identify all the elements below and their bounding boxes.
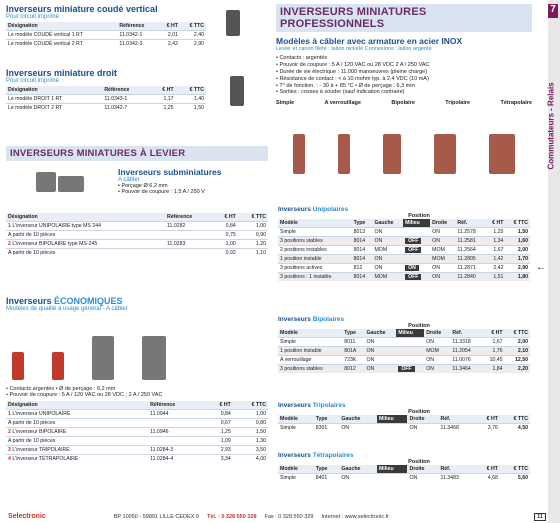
table-header: € TTC xyxy=(238,213,268,222)
table-header: Gauche xyxy=(339,465,377,474)
table-row xyxy=(278,246,530,255)
spec-line: • Pouvoir de coupure : 5 A / 120 VAC ou 28 VDC ; 2 A / 250 VAC xyxy=(6,392,163,398)
table-cell: 1,30 xyxy=(233,437,268,446)
table-cell: ON xyxy=(364,338,396,347)
table-row xyxy=(6,446,268,455)
table-cell: ON xyxy=(407,424,438,433)
table-cell: 0,75 xyxy=(213,231,238,240)
table-cell: 12,50 xyxy=(505,356,530,365)
address: BP 10050 - 59891 LILLE CEDEX 9 xyxy=(113,513,199,520)
table-cell: 8014 xyxy=(352,273,373,282)
table-header: Modèle xyxy=(278,465,314,474)
spec-line: • Pouvoir de coupure : 5 A / 120 VAC ou 28 VDC 2 A / 250 VAC xyxy=(276,61,430,68)
table-cell xyxy=(403,255,430,264)
chapter-number: 7 xyxy=(548,4,558,18)
table-cell: 8401 xyxy=(314,474,340,483)
table-cell: 723K xyxy=(342,356,364,365)
table-header: Réf. xyxy=(455,219,485,228)
table-cell: 8014 xyxy=(352,246,373,255)
phone: Tél. : 0 328 550 328 xyxy=(206,513,257,520)
table-header: Gauche xyxy=(339,415,377,424)
table-cell xyxy=(148,419,204,428)
switch-images xyxy=(276,108,532,174)
table-cell: 0,92 xyxy=(213,249,238,258)
price-table xyxy=(6,22,206,48)
table-row xyxy=(6,455,268,464)
table-header: Réf. xyxy=(438,415,475,424)
table-header: € HT xyxy=(475,415,500,424)
table-cell: 8014 xyxy=(352,237,373,246)
side-tab xyxy=(548,0,560,523)
chapter-title: Commutateurs - Relais xyxy=(546,82,556,170)
table-cell: 11.3318 xyxy=(450,338,481,347)
table-cell xyxy=(396,347,424,356)
table-cell: 2,00 xyxy=(505,246,530,255)
table-header: Type xyxy=(314,465,340,474)
table-header: Désignation xyxy=(6,22,117,31)
table-cell: 3 positions stables xyxy=(278,365,342,374)
table-header: Gauche xyxy=(372,219,403,228)
table-row xyxy=(278,424,530,433)
table-cell: 2,42 xyxy=(485,264,505,273)
table-cell: 3,76 xyxy=(475,424,500,433)
table-row xyxy=(6,410,268,419)
table-cell: 3,34 xyxy=(204,455,233,464)
table-cell: 11.2871 xyxy=(455,264,485,273)
table-cell: 1,50 xyxy=(505,228,530,237)
table-cell: 1,25 xyxy=(150,104,175,113)
table-header: € HT xyxy=(204,401,233,410)
table-row xyxy=(6,104,206,113)
table-cell: 1,25 xyxy=(204,428,233,437)
table-cell: ON xyxy=(364,365,396,374)
switch-image xyxy=(230,76,244,106)
table-cell: 2,01 xyxy=(158,31,180,40)
website: Internet : www.selectronic.fr xyxy=(321,513,390,520)
table-header: € HT xyxy=(485,219,505,228)
table-cell: 1,17 xyxy=(150,95,175,104)
table-cell: 2,00 xyxy=(505,338,530,347)
table-cell: MOM xyxy=(430,255,455,264)
table-cell: 11.0342-1 xyxy=(117,31,158,40)
cell-designation: 1 L'inverseur UNIPOLAIRE type MS 244 xyxy=(6,222,165,231)
table-cell xyxy=(377,474,408,483)
table-cell: MOM xyxy=(424,347,450,356)
spec-list xyxy=(276,55,532,96)
table-cell: ON xyxy=(430,237,455,246)
table-cell: ON xyxy=(364,347,396,356)
fax: Fax : 0 328 550 329 xyxy=(264,513,314,520)
table-header: € HT xyxy=(481,329,504,338)
section-title: Inverseurs miniature coudé vertical xyxy=(6,4,158,14)
table-cell: 0,67 xyxy=(204,419,233,428)
table-cell: 801A xyxy=(342,347,364,356)
table-header: Milieu xyxy=(377,415,408,424)
table-row xyxy=(6,419,268,428)
section-title: Modèles à câbler avec armature en acier INOX xyxy=(276,36,463,46)
table-cell xyxy=(396,356,424,365)
table-cell: 1,60 xyxy=(505,237,530,246)
table-cell: 3,50 xyxy=(233,446,268,455)
spec-line: • T° de fonction. : - 30 à + 85 °C • Ø de perçage : 6,3 mm xyxy=(276,82,415,89)
table-row xyxy=(6,249,268,258)
section-subtitle: A câbler xyxy=(118,177,140,183)
table-cell: 2,10 xyxy=(505,347,530,356)
table-cell: 1,84 xyxy=(481,365,504,374)
table-header: Droite xyxy=(424,329,450,338)
table-cell: 11.2564 xyxy=(455,246,485,255)
table-cell: 2,90 xyxy=(505,264,530,273)
type-labels xyxy=(276,100,532,106)
table-cell: ON xyxy=(430,264,455,273)
section-subtitle: Levier et canon fileté : laiton nickelé Connexions : laiton argenté xyxy=(276,46,432,52)
table-cell: 8014 xyxy=(352,255,373,264)
table-cell: MOM xyxy=(372,273,403,282)
table-cell: 2,90 xyxy=(180,40,206,49)
table-cell: 11.2805 xyxy=(455,255,485,264)
table-cell: 11.0283 xyxy=(165,240,213,249)
table-cell: ON xyxy=(372,264,403,273)
table-cell: 8013 xyxy=(352,228,373,237)
table-cell: 1,10 xyxy=(238,249,268,258)
table-header: € TTC xyxy=(180,22,206,31)
table-cell: OFF xyxy=(403,273,430,282)
table-row xyxy=(6,428,268,437)
section-subtitle: Pour circuit imprimé xyxy=(6,14,60,20)
table-cell xyxy=(165,249,213,258)
table-cell: 1,70 xyxy=(505,255,530,264)
table-row xyxy=(6,222,268,231)
table-header: Milieu xyxy=(403,219,430,228)
cell-designation: 3 L'inverseur TRIPOLAIRE xyxy=(6,446,148,455)
table-header: Milieu xyxy=(396,329,424,338)
section-tetrapolaires: Inverseurs Tétrapolaires Position Modèle Type Gauche Milieu Droite Réf. € HT € TTC Simple 8401 ON ON 11.3483 4,68 5,60 xyxy=(278,452,528,481)
spec-line: • Résistance de contact : < à 10 mohm typ. à 2,4 VDC (10 mA) xyxy=(276,75,429,82)
table-cell: ON xyxy=(424,356,450,365)
table-cell xyxy=(396,338,424,347)
table-cell: 0,84 xyxy=(213,222,238,231)
table-cell: 11.3483 xyxy=(438,474,475,483)
table-cell: 11.0284-3 xyxy=(148,446,204,455)
table-cell: OFF xyxy=(396,365,424,374)
price-table xyxy=(6,401,268,463)
spec-line: • Pouvoir de coupure : 1,5 A / 250 V xyxy=(118,189,205,195)
price-table xyxy=(6,86,206,112)
table-row xyxy=(278,338,530,347)
table-header: Désignation xyxy=(6,401,148,410)
table-cell: 2,20 xyxy=(505,365,530,374)
cell-designation: A partir de 10 pièces xyxy=(6,231,165,240)
table-cell: 1,40 xyxy=(176,95,206,104)
table-cell: 11.0946 xyxy=(148,428,204,437)
table-header: Réf. xyxy=(450,329,481,338)
section-bipolaires: Inverseurs Bipolaires Position Modèle Type Gauche Milieu Droite Réf. € HT € TTC Simple 8011 ON ON 11.3318 1,67 2,00 1 position instable 801A ON MOM 11.2054 1,76 2,10 A verrouillage 723K ON ON 11.0076 10,45 12,50 3 positions stables 8012 ON OFF ON 11.3464 1,84 2,20 xyxy=(278,316,528,372)
table-row xyxy=(278,228,530,237)
table-header: € TTC xyxy=(233,401,268,410)
table-row xyxy=(278,255,530,264)
table-cell xyxy=(148,437,204,446)
table-cell: 11.0342-3 xyxy=(117,40,158,49)
table-header: € TTC xyxy=(505,329,530,338)
table-cell: 4,00 xyxy=(233,455,268,464)
table-cell: 1,00 xyxy=(213,240,238,249)
table-cell: 1,51 xyxy=(485,273,505,282)
table-cell: 2 positions instables xyxy=(278,246,352,255)
cell-designation: A partir de 10 pièces xyxy=(6,249,165,258)
table-cell: 11.3464 xyxy=(450,365,481,374)
table-cell: 4,50 xyxy=(500,424,530,433)
table-cell: Le modèle COUDÉ vertical 1 RT xyxy=(6,31,117,40)
table-cell: Simple xyxy=(278,474,314,483)
table-header: Référence xyxy=(117,22,158,31)
table-cell: Simple xyxy=(278,338,342,347)
table-cell: 1,50 xyxy=(176,104,206,113)
table-cell: Le modèle COUDÉ vertical 2 RT xyxy=(6,40,117,49)
table-cell: 11.2054 xyxy=(450,347,481,356)
table-header: Référence xyxy=(102,86,150,95)
cell-designation: A partir de 10 pièces xyxy=(6,419,148,428)
table-cell xyxy=(165,231,213,240)
cell-designation: 4 L'inverseur TÉTRAPOLAIRE xyxy=(6,455,148,464)
type-label: Tétrapolaire xyxy=(500,100,532,107)
type-label: Bipolaire xyxy=(391,100,415,107)
table-cell: Simple xyxy=(278,424,314,433)
table-row xyxy=(278,273,530,282)
table-cell: OFF xyxy=(403,246,430,255)
table-header: Droite xyxy=(407,465,438,474)
table-header: Type xyxy=(352,219,373,228)
table-row xyxy=(6,240,268,249)
table-cell: 3 positions actives xyxy=(278,264,352,273)
switch-image xyxy=(226,10,240,36)
section-title: Inverseurs xyxy=(6,296,55,306)
table-cell: ON xyxy=(403,264,430,273)
table-row xyxy=(6,40,206,49)
section-tripolaires: Inverseurs Tripolaires Position Modèle Type Gauche Milieu Droite Réf. € HT € TTC Simple 8301 ON ON 11.3468 3,76 4,50 xyxy=(278,402,528,431)
table-cell: 10,45 xyxy=(481,356,504,365)
arrow-pointer-icon: ← xyxy=(536,262,546,273)
table-cell: 812 xyxy=(352,264,373,273)
spec-line: • Contacts : argentés xyxy=(276,55,328,61)
table-cell: 0,80 xyxy=(233,419,268,428)
table-header: Réf. xyxy=(438,465,475,474)
table-header: € TTC xyxy=(505,219,530,228)
table-cell: 3 positions : 1 instable xyxy=(278,273,352,282)
spec-line: • Contacts argentés • Ø de perçage : 6,2 mm xyxy=(6,386,116,392)
table-header: Droite xyxy=(430,219,455,228)
table-header: Modèle xyxy=(278,415,314,424)
table-cell xyxy=(403,228,430,237)
table-header: € TTC xyxy=(176,86,206,95)
table-header: Modèle xyxy=(278,329,342,338)
table-header: € HT xyxy=(475,465,500,474)
position-label: Position xyxy=(408,213,430,219)
section-title-accent: ÉCONOMIQUES xyxy=(54,296,123,306)
table-cell: OFF xyxy=(403,237,430,246)
spec-line: • Durée de vie électrique : 11.000 manoeuvres (pleine charge) xyxy=(276,68,428,75)
cell-designation: 1 L'inverseur UNIPOLAIRE xyxy=(6,410,148,419)
table-cell: ON xyxy=(372,255,403,264)
table-cell xyxy=(377,424,408,433)
switch-image xyxy=(36,172,84,194)
table-cell: 11.0343-1 xyxy=(102,95,150,104)
table-cell: 1,00 xyxy=(238,222,268,231)
section-title: Inverseurs subminiatures xyxy=(118,167,222,177)
table-cell: 11.0076 xyxy=(450,356,481,365)
table-row xyxy=(278,237,530,246)
table-header: Gauche xyxy=(364,329,396,338)
table-cell: 1,09 xyxy=(204,437,233,446)
table-cell: 5,60 xyxy=(500,474,530,483)
section-band: INVERSEURS MINIATURES À LEVIER xyxy=(6,146,268,161)
table-cell: 1 position instable xyxy=(278,255,352,264)
table-cell: 1,80 xyxy=(505,273,530,282)
table-row xyxy=(278,347,530,356)
table-cell: 11.0282 xyxy=(165,222,213,231)
section-subtitle: Modèles de qualité à usage général - A câbler xyxy=(6,306,128,312)
table-row xyxy=(278,264,530,273)
type-label: Simple xyxy=(276,100,295,107)
type-label: A verrouillage xyxy=(324,100,361,107)
section-band: INVERSEURS MINIATURES PROFESSIONNELS xyxy=(276,4,532,32)
table-cell: 1,00 xyxy=(233,410,268,419)
section-droit xyxy=(6,68,268,112)
table-cell: 2,40 xyxy=(180,31,206,40)
table-cell: ON xyxy=(339,424,377,433)
table-cell: 8012 xyxy=(342,365,364,374)
table-cell: Le modèle DROIT 2 RT xyxy=(6,104,102,113)
cell-designation: 2 L'inverseur BIPOLAIRE type MS-245 xyxy=(6,240,165,249)
table-cell: 8301 xyxy=(314,424,340,433)
table-cell: 11.0944 xyxy=(148,410,204,419)
table-cell: 8011 xyxy=(342,338,364,347)
table-cell: ON xyxy=(430,228,455,237)
table-cell: ON xyxy=(424,365,450,374)
table-header: Désignation xyxy=(6,213,165,222)
table-cell: Le modèle DROIT 1 RT xyxy=(6,95,102,104)
section-economiques xyxy=(6,296,268,463)
table-header: Milieu xyxy=(377,465,408,474)
table-cell: 1,42 xyxy=(485,255,505,264)
table-cell: ON xyxy=(430,273,455,282)
table-row xyxy=(278,365,530,374)
switch-images xyxy=(12,320,268,380)
table-cell: 0,84 xyxy=(204,410,233,419)
table-cell: 11.0284-4 xyxy=(148,455,204,464)
table-cell: MOM xyxy=(372,246,403,255)
table-cell: ON xyxy=(372,237,403,246)
table-row xyxy=(6,31,206,40)
table-header: Type xyxy=(314,415,340,424)
table-cell: 1,20 xyxy=(238,240,268,249)
cell-designation: 2 L'inverseur BIPOLAIRE xyxy=(6,428,148,437)
table-header: Référence xyxy=(165,213,213,222)
table-row xyxy=(278,356,530,365)
table-row xyxy=(6,437,268,446)
section-pro xyxy=(276,4,532,174)
table-cell: 1,76 xyxy=(481,347,504,356)
section-levier xyxy=(6,146,268,257)
table-cell: 1,67 xyxy=(485,246,505,255)
page-number: 11 xyxy=(534,513,546,521)
table-header: Droite xyxy=(407,415,438,424)
price-table xyxy=(278,219,530,281)
table-row xyxy=(6,231,268,240)
table-cell: 3 positions stables xyxy=(278,237,352,246)
table-cell: 11.2578 xyxy=(455,228,485,237)
table-row xyxy=(6,95,206,104)
price-table xyxy=(278,329,530,373)
table-header: Modèle xyxy=(278,219,352,228)
table-cell: 1,25 xyxy=(485,228,505,237)
table-header: € TTC xyxy=(500,465,530,474)
table-row xyxy=(278,474,530,483)
type-label: Tripolaire xyxy=(445,100,471,107)
footer xyxy=(0,510,548,523)
table-cell: ON xyxy=(339,474,377,483)
table-header: € TTC xyxy=(500,415,530,424)
table-cell: 11.2840 xyxy=(455,273,485,282)
table-header: € HT xyxy=(213,213,238,222)
table-header: Type xyxy=(342,329,364,338)
table-cell: 2,42 xyxy=(158,40,180,49)
table-cell: 1,50 xyxy=(233,428,268,437)
table-cell: ON xyxy=(372,228,403,237)
table-header: € HT xyxy=(150,86,175,95)
cell-designation: A partir de 10 pièces xyxy=(6,437,148,446)
table-cell: 0,90 xyxy=(238,231,268,240)
table-cell: A verrouillage xyxy=(278,356,342,365)
section-unipolaires: Inverseurs Unipolaires Position Modèle Type Gauche Milieu Droite Réf. € HT € TTC Simple 8013 ON ON 11.2578 1,25 1,50 3 positions stables 8014 ON OFF ON 11.2581 1,34 1,60 2 positions instables 8014 MOM OFF MOM 11.2564 1,67 2,00 1 position instable 8014 ON MOM 11.2805 1,42 1,70 3 positions actives 812 ON ON ON 11.2871 2,42 2,90 3 positions : 1 instable 8014 MOM OFF ON 11.2840 1,51 1,80 xyxy=(278,206,528,280)
table-cell: 1,67 xyxy=(481,338,504,347)
table-header: € HT xyxy=(158,22,180,31)
table-cell: 11.0342-7 xyxy=(102,104,150,113)
price-table xyxy=(278,465,530,482)
table-cell: 1,34 xyxy=(485,237,505,246)
spec-line: • Sorties : cosses à souder (sauf indication contraire) xyxy=(276,89,405,96)
table-cell: 4,68 xyxy=(475,474,500,483)
table-cell: 11.2581 xyxy=(455,237,485,246)
spec-line: • Perçage Ø 6,2 mm xyxy=(118,183,168,189)
position-label: Position xyxy=(408,459,430,465)
section-coude xyxy=(6,4,268,48)
table-header: Désignation xyxy=(6,86,102,95)
section-subtitle: Pour circuit imprimé xyxy=(6,78,60,84)
table-cell: 1 position instable xyxy=(278,347,342,356)
position-label: Position xyxy=(408,323,430,329)
table-cell: Simple xyxy=(278,228,352,237)
position-label: Position xyxy=(408,409,430,415)
price-table xyxy=(6,213,268,257)
table-cell: ON xyxy=(424,338,450,347)
table-cell: MOM xyxy=(430,246,455,255)
table-header: Référence xyxy=(148,401,204,410)
table-cell: 2,93 xyxy=(204,446,233,455)
table-cell: ON xyxy=(364,356,396,365)
table-cell: ON xyxy=(407,474,438,483)
price-table xyxy=(278,415,530,432)
brand-logo: Selectronic xyxy=(8,513,46,520)
table-cell: 11.3468 xyxy=(438,424,475,433)
section-title: Inverseurs miniature droit xyxy=(6,68,118,78)
